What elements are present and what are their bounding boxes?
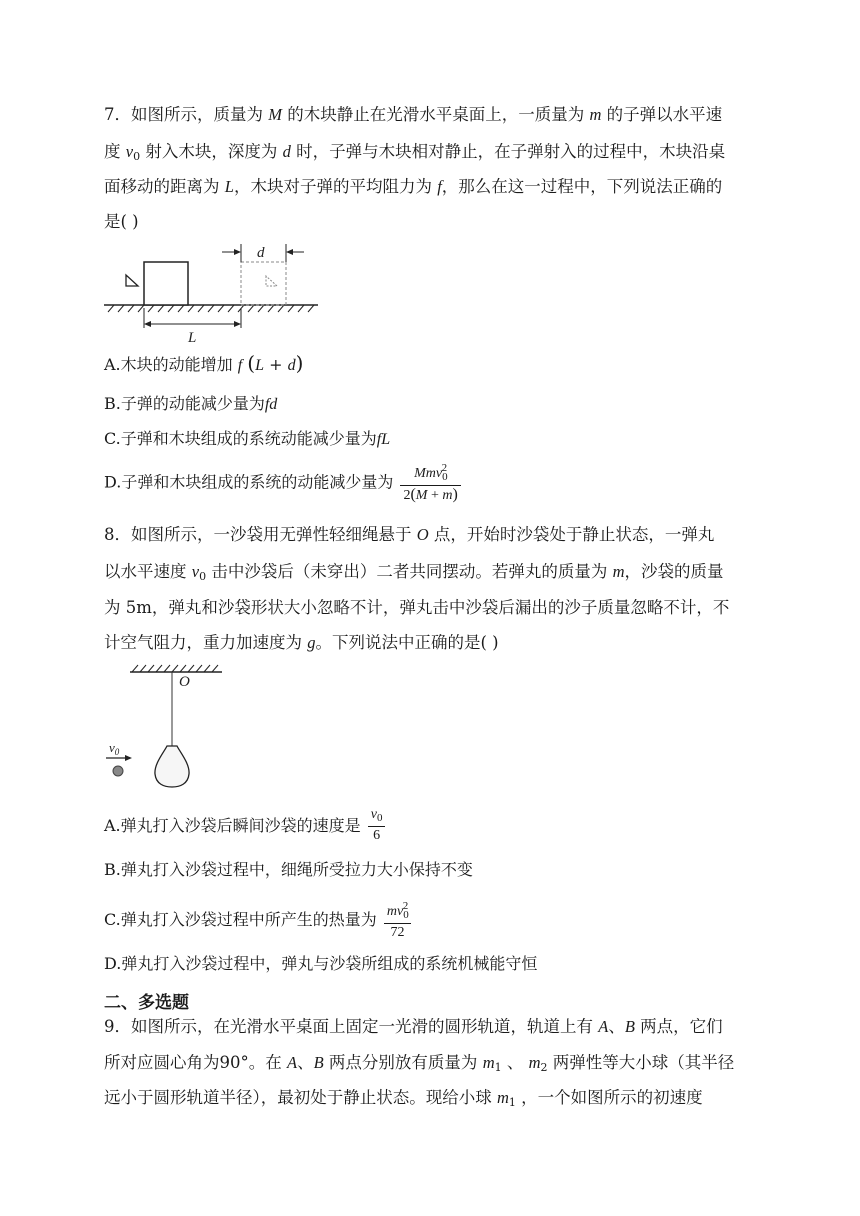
q8-stem-line-1: 8．如图所示，一沙袋用无弹性轻细绳悬于 O 点，开始时沙袋处于静止状态，一弹丸 xyxy=(104,525,715,544)
q8-option-c: C.弹丸打入沙袋过程中所产生的热量为 $\frac{mv_0^2}{72}$ xyxy=(104,898,411,942)
q9-stem-line-3: 远小于圆形轨道半径），最初处于静止状态。现给小球 $m_1$ ，一个如图所示的初速度 xyxy=(104,1088,703,1109)
q8-sandbag-pendulum-figure xyxy=(104,660,224,795)
q7-stem-line-2: 度 $v_0$ 射入木块，深度为 d 时，子弹与木块相对静止，在子弹射入的过程中，木块沿桌 xyxy=(104,142,726,163)
q8-stem-line-4: 计空气阻力，重力加速度为 g。下列说法中正确的是( ) xyxy=(104,633,499,652)
q8-stem-line-2: 以水平速度 $v_0$ 击中沙袋后（未穿出）二者共同摆动。若弹丸的质量为 m，沙袋的质量 xyxy=(104,562,724,583)
q7-stem-line-4: 是( ) xyxy=(104,212,139,231)
q8-figure-label-v0: $v_0$ xyxy=(109,740,120,757)
q7-option-a: A.木块的动能增加 f (L + d) xyxy=(104,351,304,375)
q7-stem-line-3: 面移动的距离为 L，木块对子弹的平均阻力为 f，那么在这一过程中，下列说法正确的 xyxy=(104,177,723,196)
section-heading-multiple-choice: 二、多选题 xyxy=(104,993,189,1013)
q8-figure-label-o: O xyxy=(179,674,190,690)
q9-stem-line-2: 所对应圆心角为90°。在 A、B 两点分别放有质量为 $m_1$ 、 $m_2$ 两弹性等大小球（其半径 xyxy=(104,1053,735,1074)
q8-option-c-fraction: $\frac{mv_0^2}{72}$ xyxy=(384,898,411,942)
q8-option-d: D.弹丸打入沙袋过程中，弹丸与沙袋所组成的系统机械能守恒 xyxy=(104,954,538,973)
q7-block-bullet-figure xyxy=(104,240,324,345)
q8-stem-line-3: 为 5m，弹丸和沙袋形状大小忽略不计，弹丸击中沙袋后漏出的沙子质量忽略不计，不 xyxy=(104,598,730,617)
q7-figure-label-L: L xyxy=(188,330,197,345)
q7-option-d: D.子弹和木块组成的系统的动能减少量为 $\frac{Mmv_0^2}{2(M + m)}$ xyxy=(104,460,461,505)
q8-option-a-fraction: $\frac{v_0}{6}$ xyxy=(368,807,386,845)
q7-option-b: B.子弹的动能减少量为fd xyxy=(104,394,278,413)
q8-option-b: B.弹丸打入沙袋过程中，细绳所受拉力大小保持不变 xyxy=(104,860,473,879)
q7-option-c: C.子弹和木块组成的系统动能减少量为fL xyxy=(104,429,391,448)
q7-figure-label-d: d xyxy=(257,245,265,261)
q9-stem-line-1: 9．如图所示，在光滑水平桌面上固定一光滑的圆形轨道，轨道上有 A、B 两点，它们 xyxy=(104,1017,723,1036)
q7-option-d-fraction: $\frac{Mmv_0^2}{2(M + m)}$ xyxy=(400,460,460,505)
q7-stem-line-1: 7．如图所示，质量为 M 的木块静止在光滑水平桌面上，一质量为 m 的子弹以水平速 xyxy=(104,105,723,124)
q8-option-a: A.弹丸打入沙袋后瞬间沙袋的速度是 $\frac{v_0}{6}$ xyxy=(104,807,385,845)
